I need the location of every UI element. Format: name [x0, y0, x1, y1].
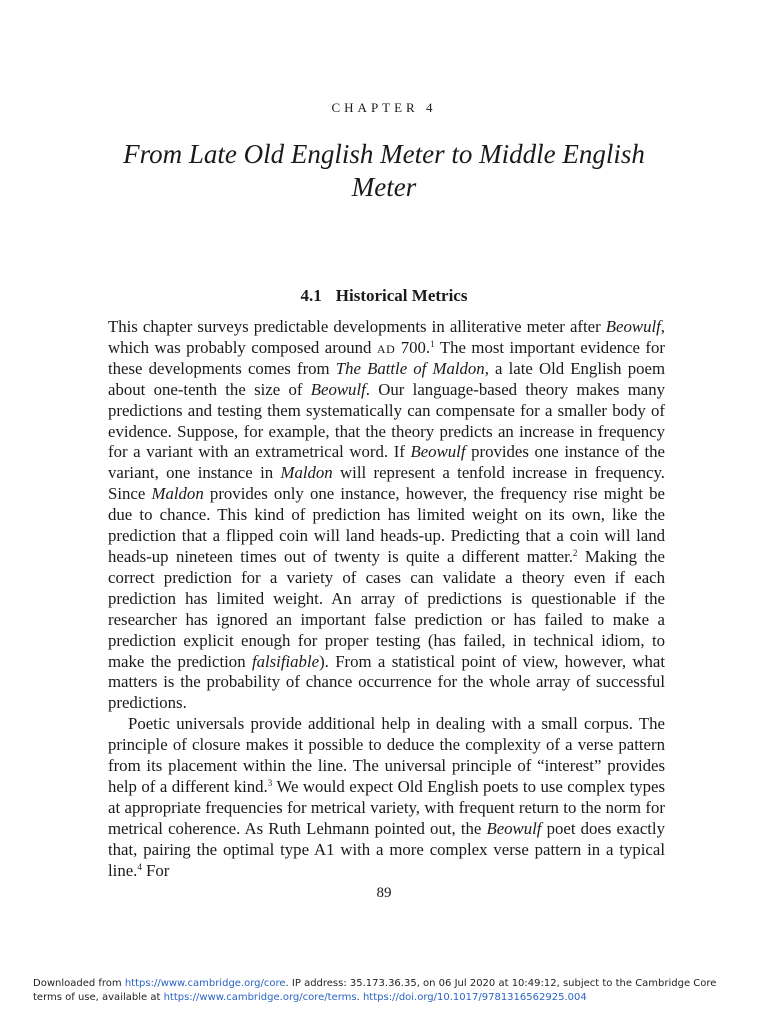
footer-text: . — [356, 992, 363, 1003]
italic-title: Beowulf — [605, 317, 661, 336]
text-run: Poetic universals provide additional help in dealing with a small corpus. The principle of closure makes it possible to deduce the complexity of a verse pattern from its placement within the line. The universal principle of “interest” provides help of a different kind. — [108, 714, 665, 796]
footnote-marker[interactable]: 3 — [267, 777, 273, 788]
body-text — [108, 317, 665, 881]
italic-title: Beowulf — [310, 379, 366, 399]
text-run: We would expect Old English poets to use complex types at appropriate frequencies for metrical variety, with frequent return to the norm for metrical coherence. As Ruth Lehmann pointed out, the — [108, 776, 665, 838]
paragraph-1 — [108, 317, 665, 714]
download-footer — [33, 977, 743, 1005]
text-run: will represent a tenfold increase in frequency. Since — [108, 463, 665, 504]
page-number: 89 — [376, 885, 392, 901]
italic-title: The Battle of Maldon — [335, 358, 485, 378]
paragraph-2 — [108, 714, 665, 881]
text-run: ). From a statistical point of view, however, what matters is the probability of chance occurrence for the whole array of successful predictions. — [108, 651, 665, 713]
doi-link[interactable]: https://doi.org/10.1017/9781316562925.004 — [362, 992, 587, 1003]
text-run: provides one instance of the variant, one instance in — [108, 442, 665, 483]
text-run: This chapter surveys predictable developments in alliterative meter after — [108, 317, 606, 336]
footnote-marker[interactable]: 1 — [430, 338, 435, 349]
terms-link[interactable]: https://www.cambridge.org/core/terms — [163, 992, 357, 1003]
text-run: 700. — [395, 337, 431, 357]
chapter-title: From Late Old English Meter to Middle English Meter — [123, 139, 645, 202]
italic-title: Beowulf — [410, 442, 466, 462]
footnote-marker[interactable]: 2 — [572, 547, 578, 558]
chapter-label: CHAPTER 4 — [331, 100, 437, 115]
text-run: . Our language-based theory makes many predictions and testing them systematically can compensate for a smaller body of evidence. Suppose, for example, that the theory predicts an increase in frequency for a variant with an extrametrical word. If — [108, 379, 665, 462]
text-run: Making the correct prediction for a variety of cases can validate a theory even if each prediction has limited weight. An array of predictions is questionable if the researcher has ignored an important false prediction or has failed to make a prediction explicit enough for proper testing (has failed, in technical idiom, to make the prediction — [108, 546, 665, 671]
section-heading — [0, 286, 768, 306]
section-number: 4.1 — [300, 286, 322, 305]
text-run: provides only one instance, however, the frequency rise might be due to chance. This kind of prediction has limited weight on its own, like the prediction that a flipped coin will land heads-up. Predicting that a coin will land heads-up nineteen times out of twenty is quite a different matter. — [108, 484, 665, 566]
text-run: The most important evidence for these developments comes from — [108, 337, 665, 378]
section-title: Historical Metrics — [335, 286, 468, 305]
text-run: For — [141, 860, 170, 880]
italic-title: Maldon — [151, 484, 204, 504]
era-abbreviation: ad — [376, 337, 396, 357]
italic-title: Beowulf — [486, 818, 542, 838]
footnote-marker[interactable]: 4 — [137, 861, 142, 872]
cambridge-core-link[interactable]: https://www.cambridge.org/core — [124, 978, 286, 989]
text-run: poet does exactly that, pairing the optimal type A1 with a more complex verse pattern in a typical line. — [108, 818, 665, 880]
footer-text: Downloaded from — [33, 978, 125, 989]
text-run: , which was probably composed around — [108, 317, 665, 357]
italic-title: Maldon — [280, 463, 333, 483]
text-run: , a late Old English poem about one-tenth the size of — [108, 358, 665, 399]
footer-text: . IP address: 35.173.36.35, on 06 Jul 2020 at 10:49:12, subject to the Cambridge Core terms of use, available at — [33, 978, 717, 1003]
italic-term: falsifiable — [251, 651, 320, 671]
